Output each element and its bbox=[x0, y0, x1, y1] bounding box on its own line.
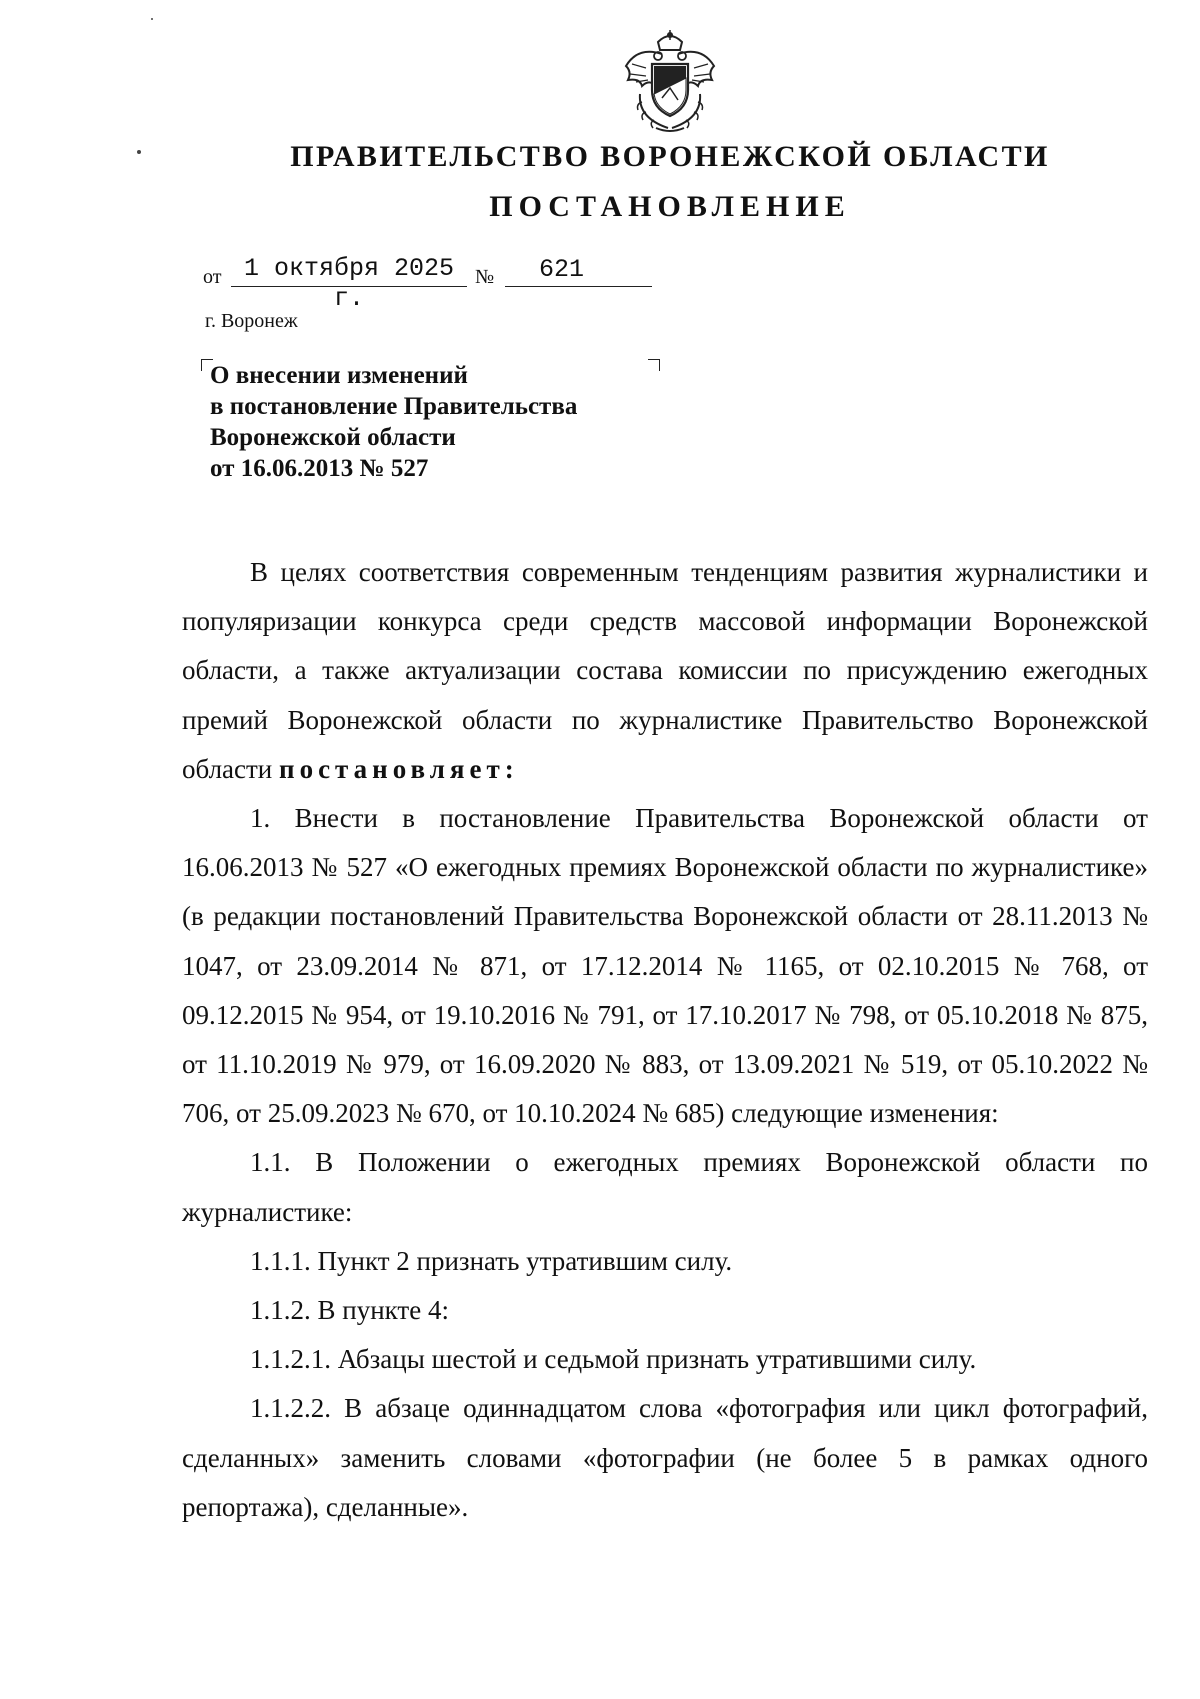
document-subject bbox=[210, 360, 577, 484]
document-date: 1 октября 2025 г. bbox=[231, 254, 467, 287]
decree-word: постановляет: bbox=[279, 753, 519, 784]
preamble-paragraph bbox=[182, 548, 1148, 794]
government-title: ПРАВИТЕЛЬСТВО ВОРОНЕЖСКОЙ ОБЛАСТИ bbox=[290, 140, 1050, 173]
subject-line: О внесении изменений bbox=[210, 362, 468, 389]
paragraph-1-1-2: 1.1.2. В пункте 4: bbox=[250, 1295, 449, 1326]
paragraph-1-1-1: 1.1.1. Пункт 2 признать утратившим силу. bbox=[250, 1245, 733, 1276]
coat-of-arms-emblem bbox=[618, 28, 722, 134]
paragraph-1-1-2-2: 1.1.2.2. В абзаце одиннадцатом слова «фотография или цикл фотографий, сделанных» заменить словами «фотографии (не более 5 в рамках одного репортажа), сделанные». bbox=[182, 1393, 1148, 1522]
preamble-text: В целях соответствия современным тенденциям развития журналистики и популяризации конкурса среди средств массовой информации Воронежской области, а также актуализации состава комиссии по присуждению ежегодных премий Воронежской области по журналистике Правительство Воронежской области bbox=[182, 557, 1148, 784]
paragraph-1-1: 1.1. В Положении о ежегодных премиях Воронежской области по журналистике: bbox=[182, 1147, 1148, 1227]
date-label: от bbox=[203, 266, 222, 288]
date-number-line bbox=[203, 253, 673, 313]
paragraph-1-1-2-1: 1.1.2.1. Абзацы шестой и седьмой признать утратившими силу. bbox=[250, 1344, 977, 1375]
paragraph-1: 1. Внести в постановление Правительства Воронежской области от 16.06.2013 № 527 «О ежегодных премиях Воронежской области по журналистике» (в редакции постановлений Правительства Воронежской области от 28.11.2013 № 1047, от 23.09.2014 № 871, от 17.12.2014 № 1165, от 02.10.2015 № 768, от 09.12.2015 № 954, от 19.10.2016 № 791, от 17.10.2017 № 798, от 05.10.2018 № 875, от 11.10.2019 № 979, от 16.09.2020 № 883, от 13.09.2021 № 519, от 05.10.2022 № 706, от 25.09.2023 № 670, от 10.10.2024 № 685) следующие изменения: bbox=[182, 803, 1148, 1129]
city: г. Воронеж bbox=[205, 310, 298, 332]
number-label: № bbox=[475, 266, 495, 288]
subject-line: Воронежской области bbox=[210, 424, 456, 451]
scan-dot bbox=[151, 18, 153, 20]
document-body bbox=[182, 548, 1148, 1532]
subject-line: от 16.06.2013 № 527 bbox=[210, 455, 429, 482]
subject-line: в постановление Правительства bbox=[210, 393, 578, 420]
subject-corner-right bbox=[648, 359, 660, 371]
document-type: ПОСТАНОВЛЕНИЕ bbox=[489, 190, 851, 223]
document-number: 621 bbox=[505, 255, 652, 287]
